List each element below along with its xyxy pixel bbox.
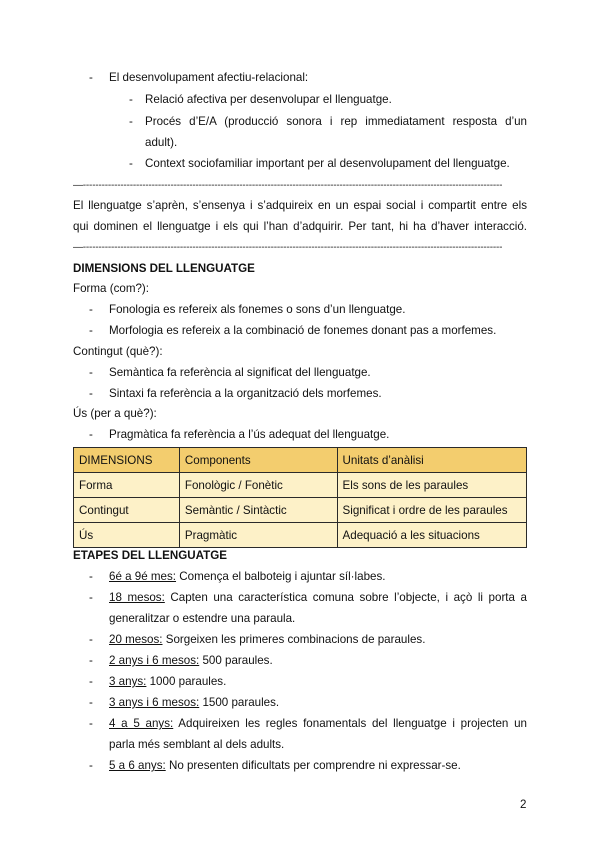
list-item	[109, 759, 461, 772]
stage-label: 3 anys:	[109, 675, 147, 688]
stage-label: 18 mesos:	[109, 591, 165, 604]
stage-text: No presenten dificultats per comprendre ni expressar-se.	[165, 759, 461, 772]
table-cell: Fonològic / Fonètic	[179, 473, 337, 498]
bullet: -	[129, 93, 133, 106]
bullet: -	[89, 324, 93, 337]
list-item	[109, 675, 226, 688]
table-cell: Els sons de les paraules	[337, 473, 526, 498]
bullet: -	[89, 303, 93, 316]
bullet: -	[89, 717, 93, 730]
table-header-cell: DIMENSIONS	[74, 448, 180, 473]
stage-label: 20 mesos:	[109, 633, 163, 646]
list-item: Pragmàtica fa referència a l’ús adequat del llenguatge.	[109, 428, 390, 441]
dimension-label: Ús (per a què?):	[73, 407, 157, 420]
note-text: qui dominen el llenguatge i els qui l’han d’adquirir. Per tant, hi ha d’haver interacció.	[73, 220, 527, 233]
stage-label: 2 anys i 6 mesos:	[109, 654, 200, 667]
stage-label: 4 a 5 anys:	[109, 717, 174, 730]
list-item: Relació afectiva per desenvolupar el llenguatge.	[145, 93, 392, 106]
bullet: -	[89, 654, 93, 667]
bullet: -	[89, 428, 93, 441]
stage-text: Sorgeixen les primeres combinacions de paraules.	[162, 633, 426, 646]
stage-text: 1000 paraules.	[146, 675, 227, 688]
stage-text: 500 paraules.	[199, 654, 273, 667]
bullet: -	[89, 71, 93, 84]
dimension-label: Forma (com?):	[73, 282, 150, 295]
bullet: -	[89, 366, 93, 379]
table-cell: Forma	[74, 473, 180, 498]
list-item: Procés d’E/A (producció sonora i rep immediatament resposta d’un	[145, 115, 527, 128]
list-item	[109, 570, 385, 583]
separator-line: —--------------------------------------------------------------------------------------------------------------------------------------	[73, 242, 503, 253]
table-row	[74, 523, 527, 548]
section-heading: DIMENSIONS DEL LLENGUATGE	[73, 262, 255, 275]
bullet: -	[89, 570, 93, 583]
list-item: Semàntica fa referència al significat del llenguatge.	[109, 366, 371, 379]
dimension-label: Contingut (què?):	[73, 345, 163, 358]
list-item-continuation: generalitzar o estendre una paraula.	[109, 612, 296, 625]
table-header-cell: Unitats d’anàlisi	[337, 448, 526, 473]
stage-label: 5 a 6 anys:	[109, 759, 166, 772]
list-item	[109, 717, 527, 730]
list-item-continuation: adult).	[145, 136, 178, 149]
separator-line: —--------------------------------------------------------------------------------------------------------------------------------------	[73, 180, 503, 191]
bullet: -	[89, 759, 93, 772]
list-item	[109, 591, 527, 604]
table-header-row	[74, 448, 527, 473]
table-row	[74, 498, 527, 523]
stage-text: Comença el balboteig i ajuntar síl·labes.	[176, 570, 386, 583]
page-number: 2	[520, 798, 527, 811]
table-cell: Ús	[74, 523, 180, 548]
bullet: -	[129, 115, 133, 128]
bullet: -	[89, 696, 93, 709]
table-cell: Semàntic / Sintàctic	[179, 498, 337, 523]
bullet: -	[89, 591, 93, 604]
bullet: -	[89, 633, 93, 646]
note-text: El llenguatge s’aprèn, s’ensenya i s’adquireix en un espai social i compartit entre els	[73, 199, 527, 212]
table-cell: Pragmàtic	[179, 523, 337, 548]
stage-label: 6é a 9é mes:	[109, 570, 177, 583]
table-header-cell: Components	[179, 448, 337, 473]
table-cell: Adequació a les situacions	[337, 523, 526, 548]
stage-text: Capten una característica comuna sobre l’objecte, i açò li porta a	[164, 591, 527, 604]
list-item: Sintaxi fa referència a la organització dels morfemes.	[109, 387, 382, 400]
list-item: Context sociofamiliar important per al desenvolupament del llenguatge.	[145, 157, 510, 170]
list-item: Fonologia es refereix als fonemes o sons d’un llenguatge.	[109, 303, 406, 316]
list-item	[109, 654, 273, 667]
list-item-continuation: parla més semblant al dels adults.	[109, 738, 285, 751]
bullet: -	[89, 675, 93, 688]
table-cell: Contingut	[74, 498, 180, 523]
list-item: El desenvolupament afectiu-relacional:	[109, 71, 309, 84]
stage-label: 3 anys i 6 mesos:	[109, 696, 200, 709]
list-item	[109, 633, 425, 646]
bullet: -	[89, 387, 93, 400]
table-cell: Significat i ordre de les paraules	[337, 498, 526, 523]
dimensions-table	[73, 447, 527, 548]
list-item: Morfologia es refereix a la combinació de fonemes donant pas a morfemes.	[109, 324, 497, 337]
table-row	[74, 473, 527, 498]
stage-text: 1500 paraules.	[199, 696, 280, 709]
section-heading: ETAPES DEL LLENGUATGE	[73, 549, 227, 562]
list-item	[109, 696, 279, 709]
bullet: -	[129, 157, 133, 170]
stage-text: Adquireixen les regles fonamentals del llenguatge i projecten un	[173, 717, 527, 730]
